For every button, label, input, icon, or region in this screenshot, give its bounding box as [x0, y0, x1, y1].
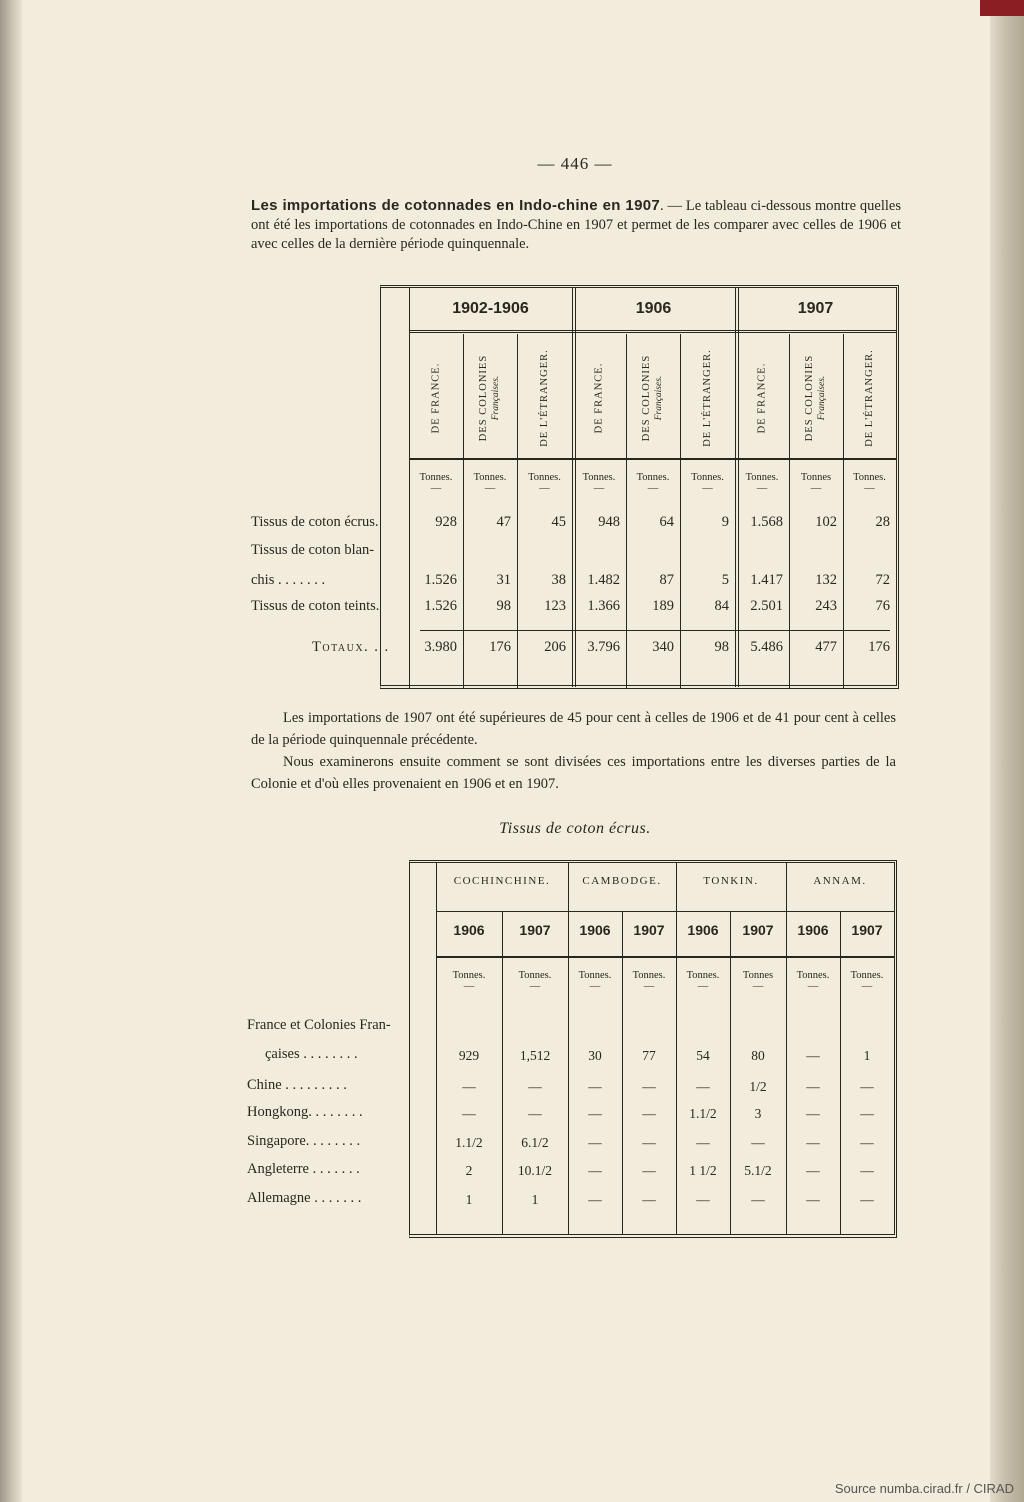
table-cell: 64 [659, 514, 674, 530]
table-cell: 98 [496, 598, 511, 614]
section-title: Les importations de cotonnades en Indo-chine en 1907 [251, 197, 660, 214]
table-cell: 948 [598, 514, 620, 530]
table-cell: — [642, 1163, 656, 1178]
unit-label: Tonnes. — [622, 970, 676, 993]
row-label: France et Colonies Fran- [247, 1017, 391, 1033]
total-cell: 206 [544, 639, 566, 655]
year-header: 1906 [579, 922, 611, 938]
region-header: COCHINCHINE. [453, 875, 551, 887]
table-cell: 2.501 [750, 598, 783, 614]
table-cell: 84 [714, 598, 729, 614]
red-ribbon-corner [980, 0, 1024, 16]
group-header-rule [410, 330, 896, 333]
column-header-text: DES COLONIES Françaises. [478, 354, 502, 442]
table-cell: 31 [496, 572, 511, 588]
table-cell: — [642, 1192, 656, 1207]
table-cell: 77 [642, 1048, 656, 1063]
column-header [789, 340, 843, 456]
total-cell: 5.486 [750, 639, 783, 655]
group-header: 1907 [797, 300, 834, 317]
table-cell: — [806, 1079, 820, 1094]
table-cell: 1.526 [424, 572, 457, 588]
table-cell: — [806, 1192, 820, 1207]
region-header: CAMBODGE. [582, 875, 662, 887]
table-cell: — [860, 1079, 874, 1094]
unit-label: Tonnes. — [568, 970, 622, 993]
table-cell: 54 [696, 1048, 710, 1063]
column-header-text: DE FRANCE. [756, 362, 767, 434]
group-header: 1902-1906 [452, 300, 529, 317]
table-cell: 1 [531, 1192, 539, 1207]
intro-paragraph [251, 196, 901, 254]
row-label: Singapore. . . . . . . . [247, 1133, 361, 1149]
column-header [572, 340, 626, 456]
total-cell: 98 [714, 639, 729, 655]
table-cell: 80 [751, 1048, 765, 1063]
header-rule [410, 458, 896, 460]
table-cell: 1.568 [750, 514, 783, 530]
row-label-cont: çaises . . . . . . . . [265, 1046, 358, 1062]
table-cell: — [751, 1135, 765, 1150]
table-cell: — [588, 1106, 602, 1121]
column-header [626, 340, 680, 456]
unit-label: Tonnes. — [436, 970, 502, 993]
comparison-line-2: Nous examinerons ensuite comment se sont divisées ces importations entre les diverses parties de la Colonie et d'où elles provenaient en 1906 et en 1907. [251, 754, 896, 792]
unit-label: Tonnes — [789, 472, 843, 495]
year-rule [437, 956, 894, 958]
year-header: 1907 [742, 922, 774, 938]
table-cell: — [860, 1135, 874, 1150]
table-cell: 1/2 [749, 1079, 767, 1094]
total-cell: 3.796 [587, 639, 620, 655]
column-header-sub: Françaises. [817, 375, 828, 421]
year-header: 1907 [519, 922, 551, 938]
year-header: 1907 [851, 922, 883, 938]
total-label: Totaux. . . [312, 639, 390, 655]
column-header [463, 340, 517, 456]
table-cell: 87 [659, 572, 674, 588]
total-cell: 176 [868, 639, 890, 655]
table-cell: 2 [465, 1163, 473, 1178]
column-header-sub: Françaises. [654, 375, 665, 421]
table-cell: 76 [875, 598, 890, 614]
row-label: Tissus de coton teints. [251, 598, 380, 614]
table-cell: 1 [863, 1048, 871, 1063]
unit-label: Tonnes. — [843, 472, 896, 495]
region-header: ANNAM. [813, 875, 867, 887]
table-cell: — [860, 1163, 874, 1178]
table-cell: 30 [588, 1048, 602, 1063]
group-header: 1906 [635, 300, 672, 317]
unit-label: Tonnes. — [572, 472, 626, 495]
unit-label: Tonnes. — [409, 472, 463, 495]
table-cell: 102 [815, 514, 837, 530]
page-number: — 446 — [537, 154, 613, 173]
row-label-cont: chis . . . . . . . [251, 572, 326, 588]
table-cell: 189 [652, 598, 674, 614]
unit-label: Tonnes. — [735, 472, 789, 495]
table-cell: 38 [551, 572, 566, 588]
table-cell: 1.1/2 [689, 1106, 717, 1121]
column-header-text: DE L'ÉTRANGER. [538, 349, 550, 447]
table-cell: — [462, 1079, 476, 1094]
column-header [680, 340, 735, 456]
table-cell: — [696, 1079, 710, 1094]
year-divider [840, 911, 841, 1235]
region-rule [437, 911, 894, 912]
column-header [517, 340, 572, 456]
table-cell: — [860, 1192, 874, 1207]
total-cell: 477 [815, 639, 837, 655]
unit-label: Tonnes. — [786, 970, 840, 993]
year-header: 1906 [687, 922, 719, 938]
column-header-sub: Françaises. [491, 375, 502, 421]
book-gutter [0, 0, 22, 1502]
column-header-text: DE FRANCE. [593, 362, 604, 434]
table-cell: 1.482 [587, 572, 620, 588]
column-header-text: DE FRANCE. [430, 362, 441, 434]
page-edge [990, 0, 1024, 1502]
row-label: Allemagne . . . . . . . [247, 1190, 362, 1206]
table-cell: — [696, 1192, 710, 1207]
column-header [843, 340, 896, 456]
table-cell: — [642, 1135, 656, 1150]
table-cell: — [588, 1192, 602, 1207]
table-cell: — [806, 1135, 820, 1150]
table-cell: 9 [721, 514, 729, 530]
column-header-text: DE L'ÉTRANGER. [863, 349, 875, 447]
year-header: 1907 [633, 922, 665, 938]
table-cell: 1 [465, 1192, 473, 1207]
year-divider [622, 911, 623, 1235]
year-header: 1906 [797, 922, 829, 938]
table-cell: 928 [435, 514, 457, 530]
total-cell: 340 [652, 639, 674, 655]
table-cell: 1.526 [424, 598, 457, 614]
table-cell: — [528, 1079, 542, 1094]
column-header-text: DE L'ÉTRANGER. [701, 349, 713, 447]
region-header: TONKIN. [703, 875, 759, 887]
table-cell: — [806, 1048, 820, 1063]
column-header-text: DES COLONIES Françaises. [804, 354, 828, 442]
table-cell: 1.366 [587, 598, 620, 614]
table-cell: — [588, 1163, 602, 1178]
total-rule [420, 630, 890, 631]
table-cell: 5 [721, 572, 729, 588]
column-header [735, 340, 789, 456]
table-cell: 1.1/2 [455, 1135, 483, 1150]
comparison-line-1: Les importations de 1907 ont été supérieures de 45 pour cent à celles de 1906 et de 41 pour cent à celles de la période quinquennale précédente. [251, 710, 896, 748]
unit-label: Tonnes. — [676, 970, 730, 993]
table-cell: 45 [551, 514, 566, 530]
table-cell: 6.1/2 [521, 1135, 549, 1150]
table-cell: 28 [875, 514, 890, 530]
table-cell: 47 [496, 514, 511, 530]
table-cell: — [860, 1106, 874, 1121]
table-cell: 10.1/2 [517, 1163, 553, 1178]
unit-label: Tonnes — [730, 970, 786, 993]
table-cell: 1 1/2 [689, 1163, 717, 1178]
year-divider [730, 911, 731, 1235]
year-divider [502, 911, 503, 1235]
source-credit: Source numba.cirad.fr / CIRAD [834, 1481, 1014, 1496]
column-header [409, 340, 463, 456]
total-cell: 176 [489, 639, 511, 655]
table-cell: 72 [875, 572, 890, 588]
table-cell: — [642, 1079, 656, 1094]
table-cell: 123 [544, 598, 566, 614]
table-cell: 929 [458, 1048, 480, 1063]
total-cell: 3.980 [424, 639, 457, 655]
comparison-paragraph [251, 707, 896, 795]
table-cell: — [696, 1135, 710, 1150]
table-caption: Tissus de coton écrus. [499, 820, 651, 837]
column-header-text: DES COLONIES Françaises. [641, 354, 665, 442]
unit-label: Tonnes. — [502, 970, 568, 993]
table-cell: 132 [815, 572, 837, 588]
table-cell: — [462, 1106, 476, 1121]
table-cell: 3 [754, 1106, 762, 1121]
unit-label: Tonnes. — [680, 472, 735, 495]
row-label: Tissus de coton écrus. [251, 514, 379, 530]
row-label: Angleterre . . . . . . . [247, 1161, 360, 1177]
table-cell: — [528, 1106, 542, 1121]
table-cell: — [806, 1163, 820, 1178]
year-header: 1906 [453, 922, 485, 938]
unit-label: Tonnes. — [840, 970, 894, 993]
row-label: Hongkong. . . . . . . . [247, 1104, 363, 1120]
table-cell: — [751, 1192, 765, 1207]
row-label: Tissus de coton blan- [251, 542, 375, 558]
table-cell: 1,512 [519, 1048, 551, 1063]
unit-label: Tonnes. — [463, 472, 517, 495]
intro-text: . — Le tableau ci-dessous montre quelles ont été les importations de cotonnades en Indo-Chine en 1907 et permet de les comparer avec celles de 1906 et avec celles de la dernière période quinquennale. [251, 198, 901, 252]
table-cell: 243 [815, 598, 837, 614]
table-cell: 1.417 [750, 572, 783, 588]
table-cell: — [806, 1106, 820, 1121]
table-cell: — [588, 1135, 602, 1150]
table-cell: — [642, 1106, 656, 1121]
table-cell: 5.1/2 [744, 1163, 772, 1178]
row-label: Chine . . . . . . . . . [247, 1077, 347, 1093]
table-cell: — [588, 1079, 602, 1094]
unit-label: Tonnes. — [626, 472, 680, 495]
unit-label: Tonnes. — [517, 472, 572, 495]
